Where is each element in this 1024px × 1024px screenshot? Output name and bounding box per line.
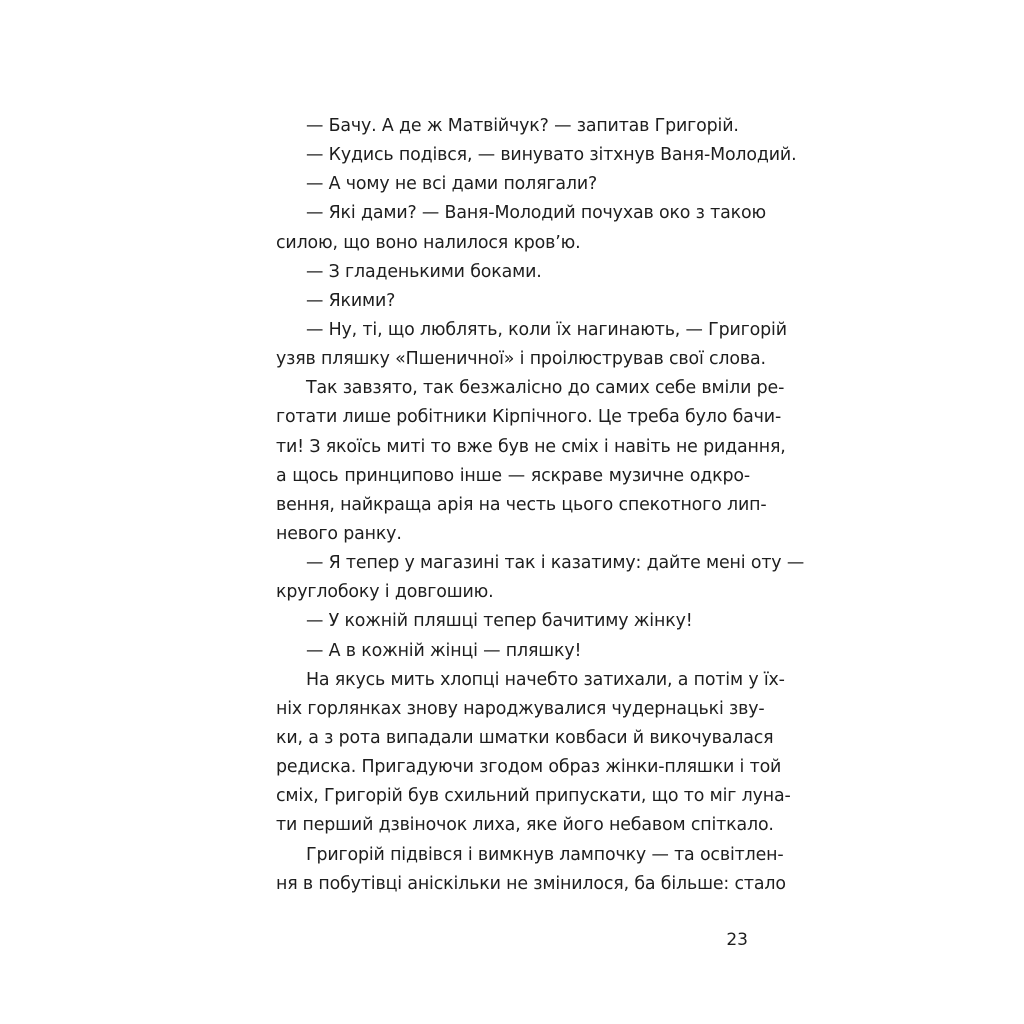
page-number: 23	[726, 930, 748, 950]
text-line: невого ранку.	[276, 523, 402, 544]
text-line: ня в побутівці аніскільки не змінилося, ба більше: стало	[276, 873, 786, 894]
text-line: узяв пляшку «Пшеничної» і проілюстрував свої слова.	[276, 349, 766, 370]
text-line: редиска. Пригадуючи згодом образ жінки-пляшки і той	[276, 757, 782, 778]
text-line: — Якими?	[306, 290, 396, 311]
text-line: — А в кожній жінці — пляшку!	[306, 640, 582, 661]
text-line: ки, а з рота випадали шматки ковбаси й викочувалася	[276, 727, 774, 748]
text-line: сміх, Григорій був схильний припускати, що то міг луна-	[276, 786, 791, 807]
text-line: — Які дами? — Ваня-Молодий почухав око з такою	[306, 203, 766, 224]
page-body-text	[276, 112, 805, 899]
text-line: На якусь мить хлопці начебто затихали, а потім у їх-	[306, 669, 785, 690]
text-line: вення, найкраща арія на честь цього спекотного лип-	[276, 494, 767, 515]
text-line: — Кудись подівся, — винувато зітхнув Ваня-Молодий.	[306, 145, 797, 166]
text-line: — А чому не всі дами полягали?	[306, 174, 598, 195]
text-line: — З гладенькими боками.	[306, 261, 542, 282]
text-line: ти перший дзвіночок лиха, яке його небавом спіткало.	[276, 815, 774, 836]
text-line: — У кожній пляшці тепер бачитиму жінку!	[306, 611, 693, 632]
text-line: круглобоку і довгошию.	[276, 582, 494, 603]
text-line: готати лише робітники Кірпічного. Це треба було бачи-	[276, 407, 782, 428]
text-line: — Бачу. А де ж Матвійчук? — запитав Григорій.	[306, 116, 739, 136]
text-line: ніх горлянках знову народжувалися чудернацькі зву-	[276, 698, 765, 719]
text-line: — Ну, ті, що люблять, коли їх нагинають, — Григорій	[306, 319, 787, 340]
text-line: — Я тепер у магазині так і казатиму: дайте мені оту —	[306, 553, 805, 574]
text-line: а щось принципово інше — яскраве музичне одкро-	[276, 465, 750, 486]
text-line: Григорій підвівся і вимкнув лампочку — та освітлен-	[306, 844, 784, 865]
text-line: силою, що воно налилося кров’ю.	[276, 232, 581, 253]
text-line: ти! З якоїсь миті то вже був не сміх і навіть не ридання,	[276, 436, 786, 457]
text-line: Так завзято, так безжалісно до самих себе вміли ре-	[306, 378, 785, 399]
